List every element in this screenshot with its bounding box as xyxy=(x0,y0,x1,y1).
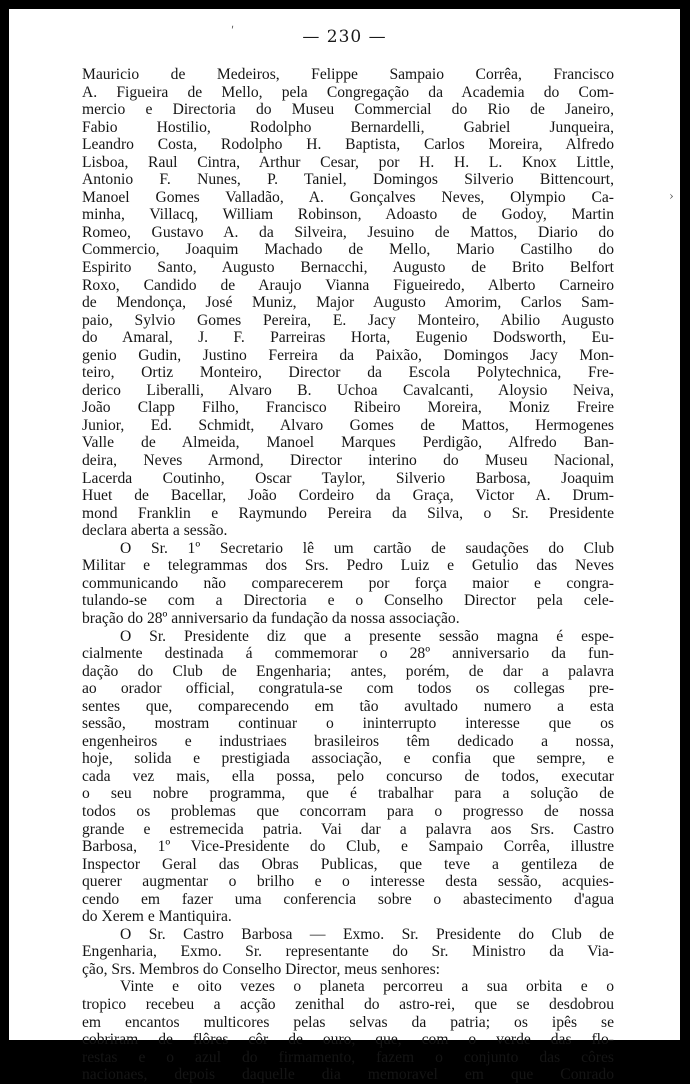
text-line: todos os problemas que concorram para o progresso de nossa xyxy=(82,802,614,820)
text-line: sentes que, comparecendo em tão avultado numero a esta xyxy=(82,697,614,715)
text-line: querer augmentar o brilho e o interesse desta sessão, acquies- xyxy=(82,873,614,891)
text-line: Lacerda Coutinho, Oscar Taylor, Silverio Barbosa, Joaquim xyxy=(82,469,614,487)
text-line: Leandro Costa, Rodolpho H. Baptista, Carlos Moreira, Alfredo xyxy=(82,136,614,154)
text-line: Antonio F. Nunes, P. Taniel, Domingos Silverio Bittencourt, xyxy=(82,171,614,189)
text-line: Espirito Santo, Augusto Bernacchi, Augusto de Brito Belfort xyxy=(82,259,614,277)
text-line: do Amaral, J. F. Parreiras Horta, Eugenio Dodsworth, Eu- xyxy=(82,329,614,347)
text-line: Vinte e oito vezes o planeta percorreu a sua orbita e o xyxy=(120,978,614,996)
text-line: ção, Srs. Membros do Conselho Director, meus senhores: xyxy=(82,960,440,978)
text-line: A. Figueira de Mello, pela Congregação da Academia do Com- xyxy=(82,83,614,101)
text-line: O Sr. Presidente diz que a presente sessão magna é espe- xyxy=(120,627,614,645)
text-line: em encantos multicores pelas selvas da patria; os ipês se xyxy=(82,1013,614,1031)
text-line: Manoel Gomes Valladão, A. Gonçalves Neves, Olympio Ca- xyxy=(82,188,614,206)
text-line: teiro, Ortiz Monteiro, Director da Escola Polytechnica, Fre- xyxy=(82,364,614,382)
text-line: Mauricio de Medeiros, Felippe Sampaio Corrêa, Francisco xyxy=(82,66,614,83)
text-line: minha, Villacq, William Robinson, Adoasto de Godoy, Martin xyxy=(82,206,614,224)
text-line: Commercio, Joaquim Machado de Mello, Mario Castilho do xyxy=(82,241,614,259)
text-line: deira, Neves Armond, Director interino do Museu Nacional, xyxy=(82,452,614,470)
text-line: mercio e Directoria do Museu Commercial do Rio de Janeiro, xyxy=(82,101,614,119)
text-line: restas e o azul do firmamento, fazem o conjunto das côres xyxy=(82,1048,614,1066)
text-line: bração do 28º anniversario da fundação da nossa associação. xyxy=(82,609,460,627)
body-text xyxy=(82,66,614,1084)
text-line: Roxo, Candido de Araujo Vianna Figueiredo, Alberto Carneiro xyxy=(82,276,614,294)
text-line: declara aberta a sessão. xyxy=(82,522,228,540)
text-line: tulando-se com a Directoria e o Conselho Director pela cele- xyxy=(82,592,614,610)
text-line: hoje, solida e prestigiada associação, e confia que sempre, e xyxy=(82,750,614,768)
text-line: Romeo, Gustavo A. da Silveira, Jesuino de Mattos, Diario do xyxy=(82,223,614,241)
text-line: de Mendonça, José Muniz, Major Augusto Amorim, Carlos Sam- xyxy=(82,294,614,312)
text-line: Huet de Bacellar, João Cordeiro da Graça, Victor A. Drum- xyxy=(82,487,614,505)
margin-ink-mark: › xyxy=(669,189,674,203)
text-line: João Clapp Filho, Francisco Ribeiro Moreira, Moniz Freire xyxy=(82,399,614,417)
text-line: cobriram de flôres côr de ouro, que, com o verde das flo- xyxy=(82,1031,614,1049)
text-line: sessão, mostram continuar o ininterrupto interesse que os xyxy=(82,715,614,733)
text-line: Lisboa, Raul Cintra, Arthur Cesar, por H. H. L. Knox Little, xyxy=(82,153,614,171)
text-line: communicando não comparecerem por força maior e congra- xyxy=(82,574,614,592)
text-line: grande e estremecida patria. Vai dar a palavra aos Srs. Castro xyxy=(82,820,614,838)
text-line: Militar e telegrammas dos Srs. Pedro Luiz e Getulio das Neves xyxy=(82,557,614,575)
text-line: Fabio Hostilio, Rodolpho Bernardelli, Gabriel Junqueira, xyxy=(82,118,614,136)
text-line: O Sr. Castro Barbosa — Exmo. Sr. Presidente do Club de xyxy=(120,925,614,943)
text-line: Barbosa, 1º Vice-Presidente do Club, e Sampaio Corrêa, illustre xyxy=(82,838,614,856)
text-line: dação do Club de Engenharia; antes, porém, de dar a palavra xyxy=(82,662,614,680)
text-line: genio Gudin, Justino Ferreira da Paixão, Domingos Jacy Mon- xyxy=(82,346,614,364)
text-line: paio, Sylvio Gomes Pereira, E. Jacy Monteiro, Abilio Augusto xyxy=(82,311,614,329)
text-line: cialmente destinada á commemorar o 28º anniversario da fun- xyxy=(82,645,614,663)
text-line: Valle de Almeida, Manoel Marques Perdigão, Alfredo Ban- xyxy=(82,434,614,452)
text-line: O Sr. 1º Secretario lê um cartão de saudações do Club xyxy=(120,539,614,557)
text-line: do Xerem e Mantiquira. xyxy=(82,908,232,926)
text-line: o seu nobre programma, que é trabalhar para a solução de xyxy=(82,785,614,803)
text-line: engenheiros e industriaes brasileiros têm dedicado a nossa, xyxy=(82,732,614,750)
text-line: Inspector Geral das Obras Publicas, que teve a gentileza de xyxy=(82,855,614,873)
page-number: — 230 — xyxy=(302,27,387,47)
text-line: Junior, Ed. Schmidt, Alvaro Gomes de Mattos, Hermogenes xyxy=(82,416,614,434)
document-page xyxy=(9,9,680,1084)
text-line: Engenharia, Exmo. Sr. representante do Sr. Ministro da Via- xyxy=(82,943,614,961)
stray-ink-mark: ʹ xyxy=(231,25,235,38)
text-line: cendo em fazer uma conferencia sobre o abastecimento d'agua xyxy=(82,890,614,908)
text-line: mond Franklin e Raymundo Pereira da Silva, o Sr. Presidente xyxy=(82,504,614,522)
text-line: ao orador official, congratula-se com todos os collegas pre- xyxy=(82,680,614,698)
text-line: tropico recebeu a acção zenithal do astro-rei, que se desdobrou xyxy=(82,995,614,1013)
text-line: derico Liberalli, Alvaro B. Uchoa Cavalcanti, Aloysio Neiva, xyxy=(82,381,614,399)
text-line: cada vez mais, ella possa, pelo concurso de todos, executar xyxy=(82,767,614,785)
text-line: nacionaes, depois daquelle dia memoravel em que Conrado xyxy=(82,1066,614,1084)
